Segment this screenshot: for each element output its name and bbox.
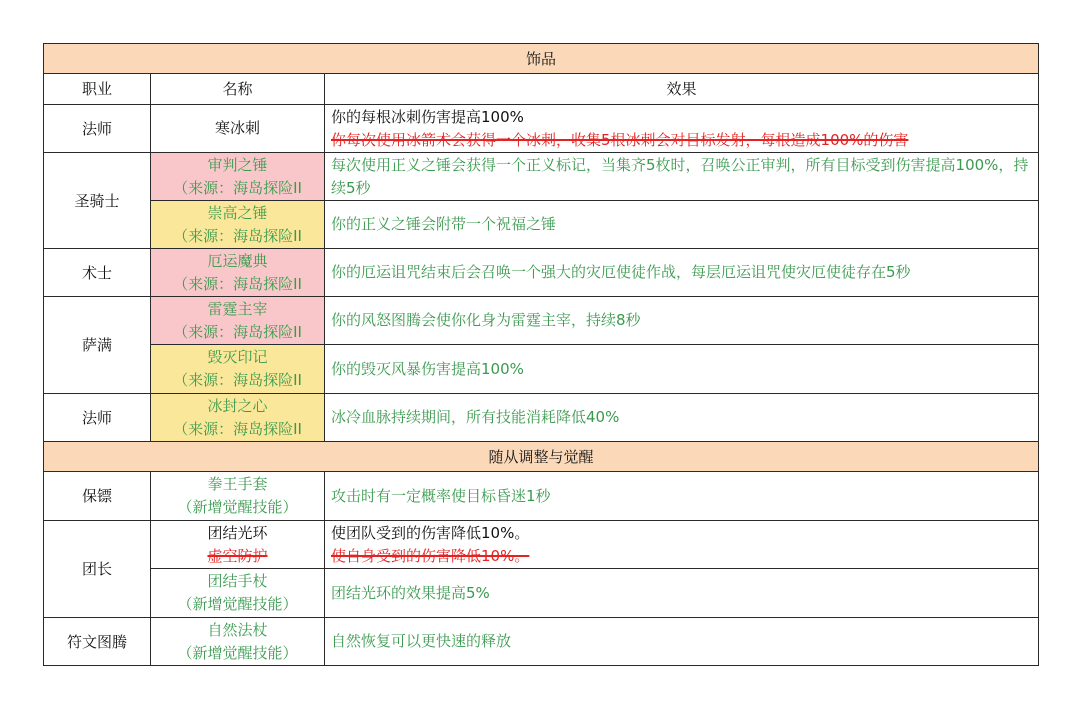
name-cell [151, 249, 325, 297]
item-name: 冰封之心 [207, 396, 268, 415]
job-cell: 符文图腾 [44, 618, 151, 666]
header-effect: 效果 [325, 74, 1039, 105]
item-name: 拳王手套 [207, 475, 268, 493]
item-source: （来源：海岛探险II [173, 178, 302, 197]
name-cell [151, 472, 325, 521]
table-row [44, 153, 1039, 201]
effect-cell [325, 105, 1039, 153]
table-row [44, 201, 1039, 249]
item-source: （新增觉醒技能） [177, 595, 298, 613]
effect-removed-text: 你每次使用冰箭术会获得一个冰刺，收集5根冰刺会对目标发射，每根造成100%的伤害 [331, 130, 909, 149]
section-row-followers [44, 442, 1039, 472]
item-source: （新增觉醒技能） [177, 498, 298, 516]
header-name: 名称 [151, 74, 325, 105]
name-cell [151, 569, 325, 618]
table-row [44, 394, 1039, 442]
table-row [44, 345, 1039, 394]
table-row [44, 569, 1039, 618]
table-row [44, 297, 1039, 345]
table-row [44, 618, 1039, 666]
section-row-accessories [44, 44, 1039, 74]
name-cell [151, 618, 325, 666]
item-source: （来源：海岛探险II [173, 322, 302, 341]
name-cell: 寒冰刺 [151, 105, 325, 153]
table-row [44, 472, 1039, 521]
effect-text: 你的每根冰刺伤害提高100% [331, 107, 524, 126]
effect-cell: 你的厄运诅咒结束后会召唤一个强大的灾厄使徒作战，每层厄运诅咒使灾厄使徒存在5秒 [325, 249, 1039, 297]
header-row [44, 74, 1039, 105]
job-cell: 法师 [44, 394, 151, 442]
header-job: 职业 [44, 74, 151, 105]
section-title: 饰品 [44, 44, 1039, 74]
name-cell [151, 345, 325, 394]
section-title: 随从调整与觉醒 [44, 442, 1039, 472]
effect-cell: 自然恢复可以更快速的释放 [325, 618, 1039, 666]
item-source: （来源：海岛探险II [173, 419, 302, 438]
item-source: （来源：海岛探险II [173, 226, 302, 245]
job-cell: 萨满 [44, 297, 151, 394]
job-cell: 圣骑士 [44, 153, 151, 249]
name-cell [151, 153, 325, 201]
item-name: 毁灭印记 [207, 348, 268, 366]
effect-cell: 团结光环的效果提高5% [325, 569, 1039, 618]
accessories-table [43, 43, 1039, 666]
item-name: 崇高之锤 [207, 203, 268, 222]
item-name: 团结手杖 [207, 572, 268, 590]
name-cell [151, 201, 325, 249]
item-name: 厄运魔典 [207, 251, 268, 270]
name-cell [151, 394, 325, 442]
effect-cell: 每次使用正义之锤会获得一个正义标记，当集齐5枚时，召唤公正审判，所有目标受到伤害提高100%，持续5秒 [325, 153, 1039, 201]
item-source: （来源：海岛探险II [173, 371, 302, 389]
effect-cell [325, 521, 1039, 569]
effect-cell: 攻击时有一定概率使目标昏迷1秒 [325, 472, 1039, 521]
item-name-removed: 虚空防护 [207, 546, 268, 565]
item-name: 雷霆主宰 [207, 299, 268, 318]
job-cell: 术士 [44, 249, 151, 297]
table-row [44, 105, 1039, 153]
item-name: 自然法杖 [207, 620, 268, 639]
item-source: （来源：海岛探险II [173, 274, 302, 293]
effect-cell: 冰冷血脉持续期间，所有技能消耗降低40% [325, 394, 1039, 442]
table-row [44, 249, 1039, 297]
job-cell: 法师 [44, 105, 151, 153]
effect-text: 使团队受到的伤害降低10%。 [331, 523, 530, 542]
item-name: 审判之锤 [207, 155, 268, 174]
table-row [44, 521, 1039, 569]
item-name: 团结光环 [207, 523, 268, 542]
effect-cell: 你的风怒图腾会使你化身为雷霆主宰，持续8秒 [325, 297, 1039, 345]
item-source: （新增觉醒技能） [177, 643, 298, 662]
job-cell: 保镖 [44, 472, 151, 521]
effect-removed-text: 使自身受到的伤害降低10%。 [331, 546, 530, 565]
job-cell: 团长 [44, 521, 151, 618]
effect-cell: 你的毁灭风暴伤害提高100% [325, 345, 1039, 394]
name-cell [151, 297, 325, 345]
name-cell [151, 521, 325, 569]
effect-cell: 你的正义之锤会附带一个祝福之锤 [325, 201, 1039, 249]
